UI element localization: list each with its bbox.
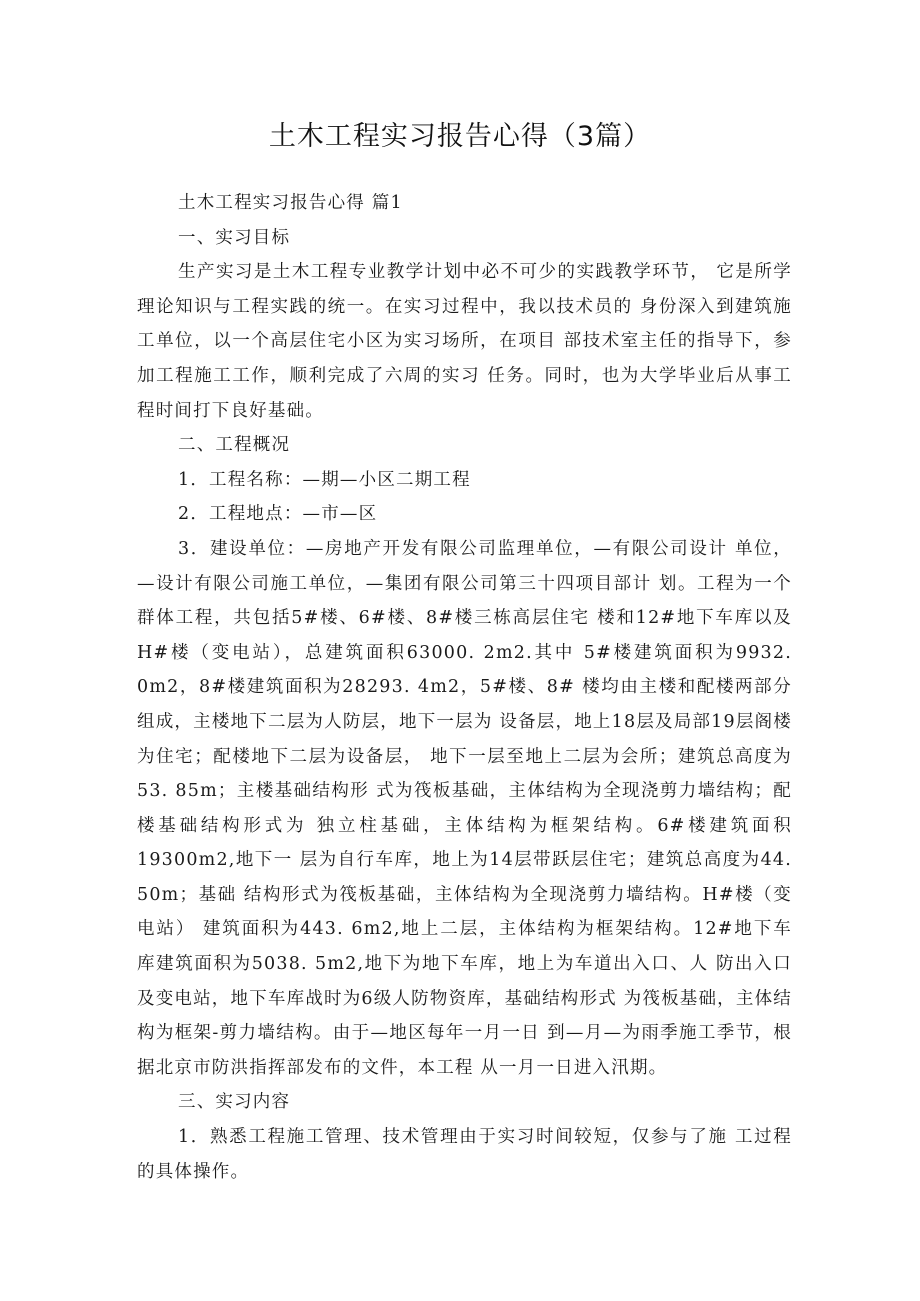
section-heading-overview: 二、工程概况 <box>178 435 291 456</box>
document-title: 土木工程实习报告心得（3篇） <box>268 121 652 152</box>
list-item-project-location: 2．工程地点：—市—区 <box>178 504 378 525</box>
document-body <box>137 186 792 1189</box>
section-heading-goal: 一、实习目标 <box>178 227 291 248</box>
paragraph-goal: 生产实习是土木工程专业教学计划中必不可少的实践教学环节， 它是所学理论知识与工程实践的统一。在实习过程中，我以技术员的 身份深入到建筑施工单位，以一个高层住宅小区为实习场所，在项目 部技术室主任的指导下，参加工程施工工作，顺利完成了六周的实习 任务。同时，也为大学毕业后从事工程时间打下良好基础。 <box>137 262 792 421</box>
list-item-familiarize: 1．熟悉工程施工管理、技术管理由于实习时间较短，仅参与了施 工过程的具体操作。 <box>137 1127 792 1182</box>
section-heading-content: 三、实习内容 <box>178 1092 291 1113</box>
list-item-construction-units: 3．建设单位：—房地产开发有限公司监理单位，—有限公司设计 单位，—设计有限公司施工单位，—集团有限公司第三十四项目部计 划。工程为一个群体工程，共包括5#楼、6#楼、8#楼三栋高层住宅 楼和12#地下车库以及H#楼（变电站），总建筑面积63000. 2m2.其中 5#楼建筑面积为9932. 0m2，8#楼建筑面积为28293. 4m2，5#楼、8# 楼均由主楼和配楼两部分组成，主楼地下二层为人防层，地下一层为 设备层，地上18层及局部19层阁楼为住宅；配楼地下二层为设备层， 地下一层至地上二层为会所；建筑总高度为53. 85m；主楼基础结构形 式为筏板基础，主体结构为全现浇剪力墙结构；配楼基础结构形式为 独立柱基础，主体结构为框架结构。6#楼建筑面积19300m2,地下一 层为自行车库，地上为14层带跃层住宅；建筑总高度为44. 50m；基础 结构形式为筏板基础，主体结构为全现浇剪力墙结构。H#楼（变电站） 建筑面积为443. 6m2,地上二层，主体结构为框架结构。12#地下车 库建筑面积为5038. 5m2,地下为地下车库，地上为车道出入口、人 防出入口及变电站，地下车库战时为6级人防物资库，基础结构形式 为筏板基础，主体结构为框架-剪力墙结构。由于—地区每年一月一日 到—月—为雨季施工季节，根据北京市防洪指挥部发布的文件，本工程 从一月一日进入汛期。 <box>137 538 792 1078</box>
section-heading-article: 土木工程实习报告心得 篇1 <box>178 193 403 213</box>
list-item-project-name: 1．工程名称：—期—小区二期工程 <box>178 469 471 490</box>
